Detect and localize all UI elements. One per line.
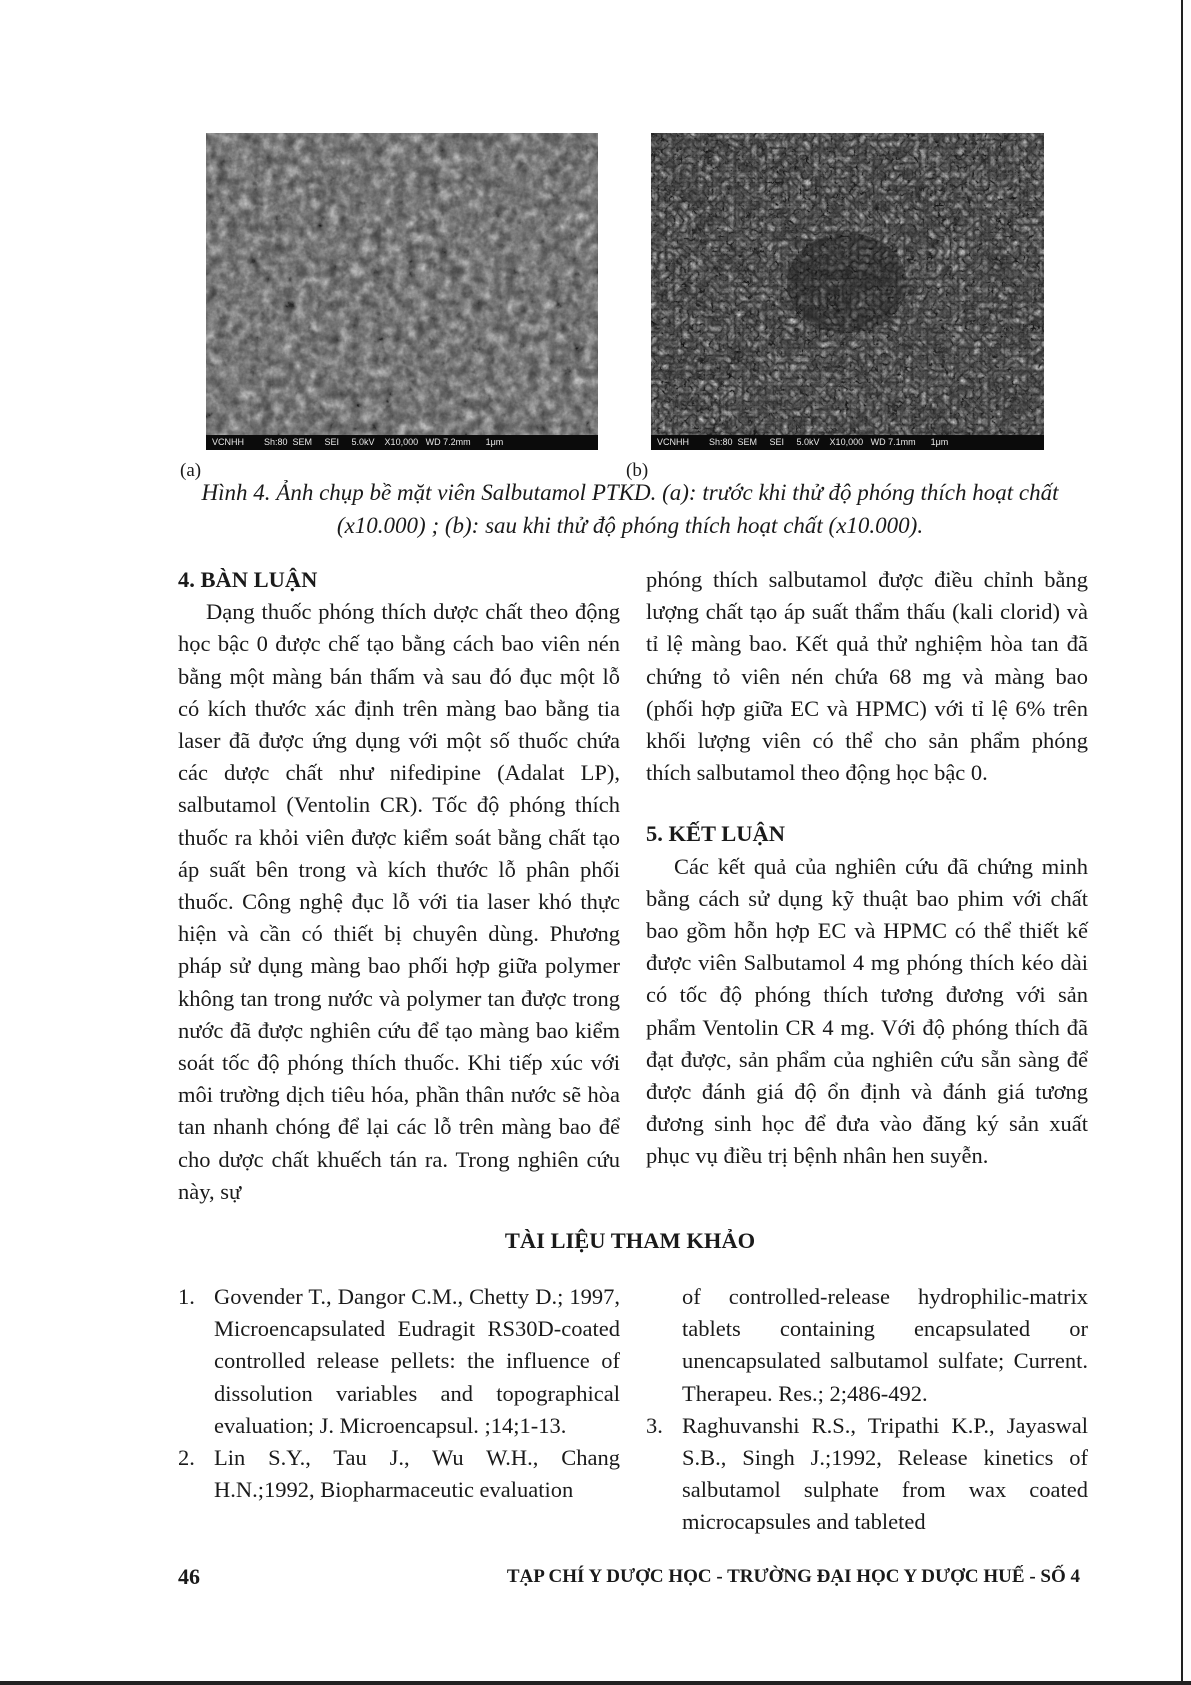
page-bottom-rule	[0, 1681, 1191, 1685]
discussion-paragraph-continued: phóng thích salbutamol được điều chỉnh bằng lượng chất tạo áp suất thẩm thấu (kali clorid) và tỉ lệ màng bao. Kết quả thử nghiệm hòa tan đã chứng tỏ viên nén chứa 68 mg và màng bao (phối hợp giữa EC và HPMC) với tỉ lệ 6% trên khối lượng viên có thể cho sản phẩm phóng thích salbutamol theo động học bậc 0.	[646, 567, 1088, 786]
references-left	[178, 1281, 620, 1506]
reference-item	[178, 1281, 620, 1442]
left-column	[178, 564, 620, 1208]
reference-number: 3.	[646, 1412, 663, 1438]
right-column	[646, 564, 1088, 1173]
sem-info-bar-a: VCNHH Sh:80 SEM SEI 5.0kV X10,000 WD 7.2mm 1μm	[206, 435, 598, 450]
reference-text: Lin S.Y., Tau J., Wu W.H., Chang H.N.;1992, Biopharmaceutic evaluation	[214, 1445, 620, 1503]
reference-item	[646, 1410, 1088, 1539]
page-edge-rule	[1181, 0, 1183, 1685]
reference-text-continued: of controlled-release hydrophilic-matrix tablets containing encapsulated or unencapsulated salbutamol sulfate; Current. Therapeu. Res.; 2;486-492.	[682, 1284, 1088, 1406]
panel-label-b: (b)	[626, 460, 649, 481]
sem-info-bar-b: VCNHH Sh:80 SEM SEI 5.0kV X10,000 WD 7.1mm 1μm	[651, 435, 1044, 450]
discussion-paragraph: Dạng thuốc phóng thích dược chất theo động học bậc 0 được chế tạo bằng cách bao viên nén bằng một màng bán thấm và sau đó đục một lỗ có kích thước xác định trên màng bao bằng tia laser đã được ứng dụng với một số thuốc chứa các dược chất như nifedipine (Adalat LP), salbutamol (Ventolin CR). Tốc độ phóng thích thuốc ra khỏi viên được kiểm soát bằng chất tạo áp suất bên trong và kích thước lỗ phân phối thuốc. Công nghệ đục lỗ với tia laser khó thực hiện và cần có thiết bị chuyên dùng. Phương pháp sử dụng màng bao phối hợp giữa polymer không tan trong nước và polymer tan được trong nước đã được nghiên cứu để tạo màng bao kiểm soát tốc độ phóng thích thuốc. Khi tiếp xúc với môi trường dịch tiêu hóa, phần thân nước sẽ hòa tan nhanh chóng để lại các lỗ trên màng bao để cho dược chất khuếch tán ra. Trong nghiên cứu này, sự	[178, 599, 620, 1204]
reference-text: Govender T., Dangor C.M., Chetty D.; 1997, Microencapsulated Eudragit RS30D-coated controlled release pellets: the influence of dissolution variables and topographical evaluation; J. Microencapsul. ;14;1-13.	[214, 1284, 620, 1438]
page-number: 46	[178, 1564, 200, 1589]
references-title: TÀI LIỆU THAM KHẢO	[504, 1228, 756, 1253]
section-heading-discussion: 4. BÀN LUẬN	[178, 567, 318, 592]
sem-texture-a	[206, 133, 598, 435]
reference-number: 1.	[178, 1284, 195, 1309]
sem-image-before	[206, 133, 598, 450]
section-heading-conclusion: 5. KẾT LUẬN	[646, 821, 785, 847]
panel-label-a: (a)	[180, 460, 202, 481]
reference-item	[178, 1442, 620, 1506]
reference-text: Raghuvanshi R.S., Tripathi K.P., Jayaswal S.B., Singh J.;1992, Release kinetics of salbutamol sulphate from wax coated microcapsules and tableted	[682, 1412, 1088, 1535]
journal-footer: TẠP CHÍ Y DƯỢC HỌC - TRƯỜNG ĐẠI HỌC Y DƯỢC HUẾ - SỐ 4	[506, 1566, 1080, 1587]
figure-caption: Hình 4. Ảnh chụp bề mặt viên Salbutamol PTKD. (a): trước khi thử độ phóng thích hoạt chất (x10.000) ; (b): sau khi thử độ phóng thích hoạt chất (x10.000).	[201, 480, 1059, 538]
conclusion-paragraph: Các kết quả của nghiên cứu đã chứng minh bằng cách sử dụng kỹ thuật bao phim với chất bao gồm hỗn hợp EC và HPMC có thể thiết kế được viên Salbutamol 4 mg phóng thích kéo dài có tốc độ phóng thích tương đương với sản phẩm Ventolin CR 4 mg. Với độ phóng thích đã đạt được, sản phẩm của nghiên cứu sẵn sàng để được đánh giá độ ổn định và đánh giá tương đương sinh học để đưa vào đăng ký sản xuất phục vụ điều trị bệnh nhân hen suyễn.	[646, 853, 1088, 1169]
sem-texture-b	[651, 133, 1044, 435]
references-right	[646, 1281, 1088, 1539]
reference-number: 2.	[178, 1445, 195, 1471]
sem-image-after	[651, 133, 1044, 450]
